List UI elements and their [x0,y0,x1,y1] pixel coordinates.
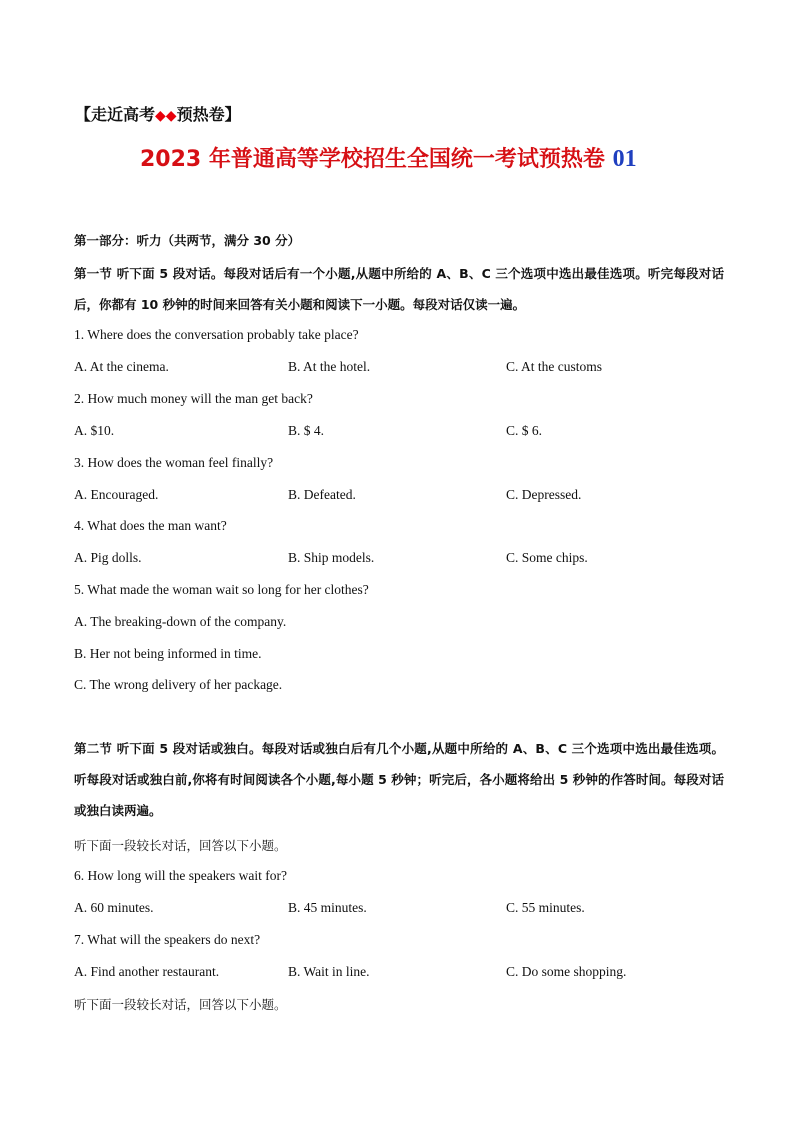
question-5: 5. What made the woman wait so long for her clothes? [74,582,369,597]
q6-option-b: B. 45 minutes. [288,900,367,915]
q2-option-b: B. $ 4. [288,423,325,438]
question-7: 7. What will the speakers do next? [74,932,261,947]
q4-option-c: C. Some chips. [506,550,588,565]
part-heading: 第一部分：听力（共两节，满分 30 分） [74,233,301,248]
q3-option-b: B. Defeated. [288,487,356,502]
page-title [140,142,637,173]
q4-option-a: A. Pig dolls. [74,550,142,565]
q5-option-a: A. The breaking-down of the company. [74,614,287,629]
section2-instructions: 第二节 听下面 5 段对话或独白。每段对话或独白后有几个小题,从题中所给的 A、B、C 三个选项中选出最佳选项。听每段对话或独白前,你将有时间阅读各个小题,每小题 5 秒钟；听完后，各小题将给出 5 秒钟的作答时间。每段对话或独白读两遍。 [74,741,724,818]
q7-option-a: A. Find another restaurant. [74,964,220,979]
q1-option-b: B. At the hotel. [288,359,371,374]
q4-option-b: B. Ship models. [288,550,375,565]
question-3: 3. How does the woman feel finally? [74,455,274,470]
question-6: 6. How long will the speakers wait for? [74,868,287,883]
question-1: 1. Where does the conversation probably take place? [74,327,359,342]
q5-option-b: B. Her not being informed in time. [74,646,262,661]
q6-option-a: A. 60 minutes. [74,900,154,915]
question-2: 2. How much money will the man get back? [74,391,313,406]
exam-tag-left: 【走近高考 [75,105,156,124]
q3-option-c: C. Depressed. [506,487,582,502]
q1-option-c: C. At the customs [506,359,603,374]
page-title-main: 2023 年普通高等学校招生全国统一考试预热卷 [140,147,613,172]
dialog-intro-2: 听下面一段较长对话，回答以下小题。 [74,997,287,1012]
q7-option-b: B. Wait in line. [288,964,370,979]
question-4: 4. What does the man want? [74,518,227,533]
q5-option-c: C. The wrong delivery of her package. [74,677,283,692]
q6-option-c: C. 55 minutes. [506,900,585,915]
section1-instructions: 第一节 听下面 5 段对话。每段对话后有一个小题,从题中所给的 A、B、C 三个选项中选出最佳选项。听完每段对话后，你都有 10 秒钟的时间来回答有关小题和阅读下一小题。每段对话仅读一遍。 [74,266,724,312]
page-title-number: 01 [612,146,637,172]
q1-option-a: A. At the cinema. [74,359,169,374]
q3-option-a: A. Encouraged. [74,487,159,502]
exam-tag-right: 预热卷】 [176,105,241,124]
q2-option-a: A. $10. [74,423,115,438]
dialog-intro-1: 听下面一段较长对话，回答以下小题。 [74,838,287,853]
q7-option-c: C. Do some shopping. [506,964,627,979]
q2-option-c: C. $ 6. [506,423,543,438]
exam-tag [75,102,241,125]
diamond-icon: ◆◆ [155,108,177,124]
